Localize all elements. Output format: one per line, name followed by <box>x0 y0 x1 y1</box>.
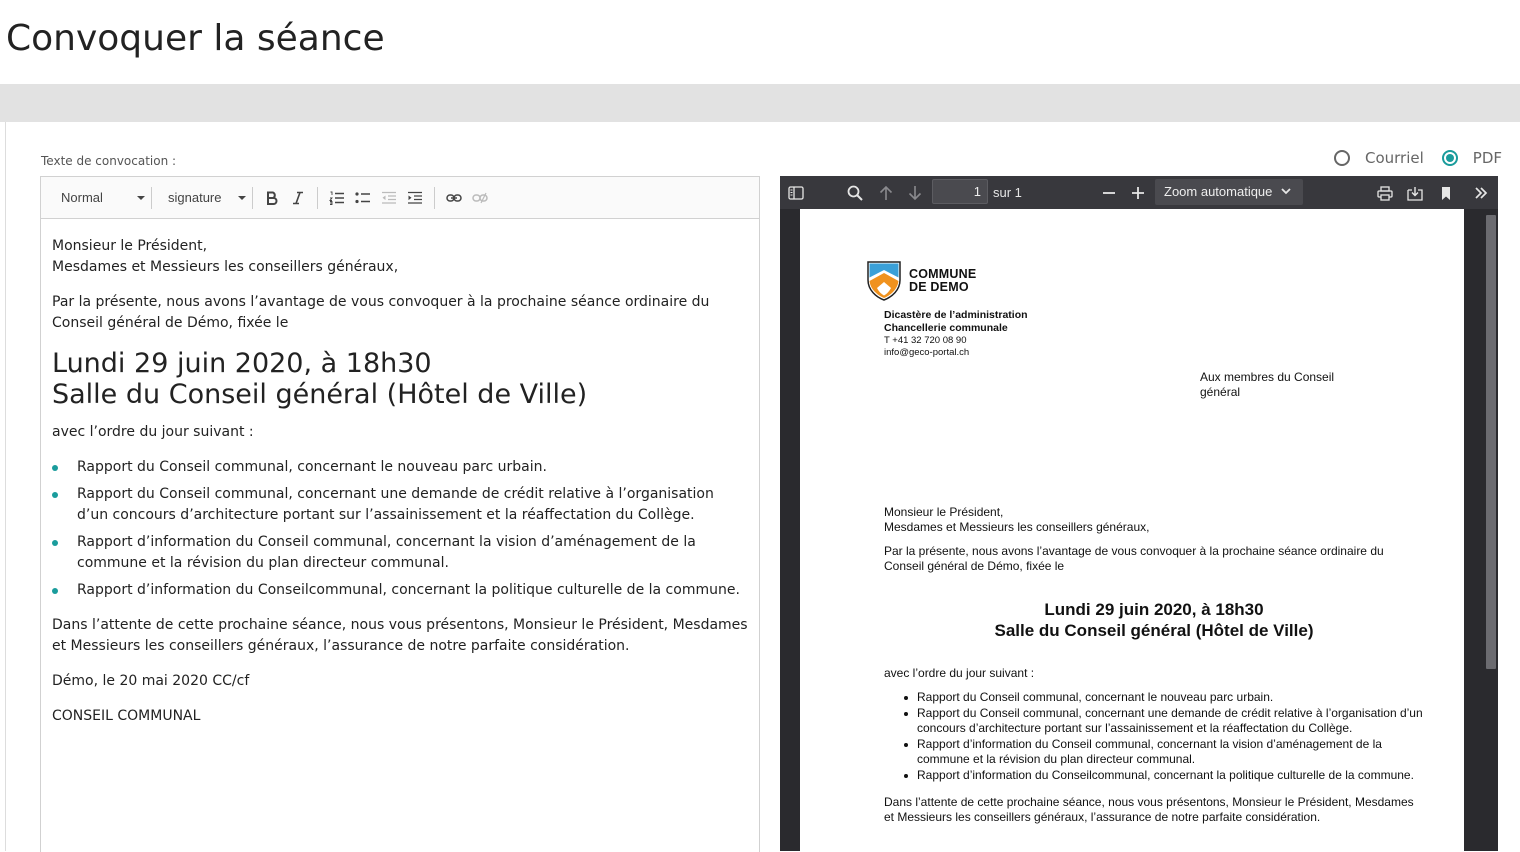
logo-wordmark <box>909 268 976 293</box>
pdf-closing: Dans l’attente de cette prochaine séance, nous vous présentons, Monsieur le Président, Mesdames et Messieurs les conseillers généraux, l’assurance de notre parfaite considération. <box>884 795 1414 824</box>
search-icon <box>847 185 863 201</box>
italic-button[interactable] <box>285 186 311 210</box>
download-button[interactable] <box>1404 182 1426 204</box>
radio-courriel[interactable] <box>1334 149 1424 167</box>
find-button[interactable] <box>844 182 866 204</box>
radio-courriel-circle[interactable] <box>1334 150 1350 166</box>
toolbar-divider <box>151 187 152 209</box>
double-chevron-right-icon <box>1474 186 1488 200</box>
print-icon <box>1377 186 1393 201</box>
place-date: Démo, le 20 mai 2020 CC/cf <box>52 673 250 689</box>
bold-button[interactable] <box>259 186 285 210</box>
indent-button[interactable] <box>402 186 428 210</box>
pdf-meeting-location: Salle du Conseil général (Hôtel de Ville) <box>994 621 1314 640</box>
link-icon <box>446 193 462 203</box>
sender-phone: T +41 32 720 08 90 <box>884 335 967 346</box>
logo-line-1: COMMUNE <box>909 267 977 281</box>
recipient-block <box>1200 370 1334 400</box>
ordered-list-icon <box>329 191 345 205</box>
sender-department: Dicastère de l’administration <box>884 309 1028 321</box>
style-select[interactable] <box>158 186 246 210</box>
pdf-toolbar <box>780 176 1498 209</box>
toolbar-divider <box>434 187 435 209</box>
radio-pdf[interactable] <box>1442 149 1502 167</box>
tools-button[interactable] <box>1470 182 1492 204</box>
pdf-meeting-date: Lundi 29 juin 2020, à 18h30 <box>1044 600 1264 619</box>
bookmark-icon <box>1441 186 1451 201</box>
bookmark-button[interactable] <box>1435 182 1457 204</box>
editor-content[interactable] <box>41 219 759 727</box>
convocation-text-label: Texte de convocation : <box>41 154 177 168</box>
chevron-down-icon <box>137 196 145 200</box>
previous-page-button[interactable] <box>875 182 897 204</box>
editor-toolbar <box>41 177 759 219</box>
ordered-list-button[interactable] <box>324 186 350 210</box>
zoom-out-button[interactable] <box>1098 182 1120 204</box>
page-count: sur 1 <box>993 185 1022 200</box>
toolbar-divider <box>252 187 253 209</box>
chevron-down-icon <box>1281 187 1291 195</box>
agenda-item: Rapport d’information du Conseilcommunal, concernant la politique culturelle de la commune. <box>52 580 748 601</box>
page-number-input[interactable]: 1 <box>932 179 988 204</box>
pdf-salutation <box>884 505 1424 535</box>
outdent-icon <box>381 191 397 205</box>
closing-paragraph: Dans l’attente de cette prochaine séance, nous vous présentons, Monsieur le Président, Mesdames et Messieurs les conseillers généraux, l’assurance de notre parfaite considération. <box>52 617 748 654</box>
zoom-in-button[interactable] <box>1127 182 1149 204</box>
salutation-line-1: Monsieur le Président, <box>52 238 208 254</box>
print-button[interactable] <box>1374 182 1396 204</box>
sender-email: info@geco-portal.ch <box>884 347 970 358</box>
bullet-list-icon <box>355 191 371 205</box>
pdf-agenda-item: Rapport du Conseil communal, concernant le nouveau parc urbain. <box>917 690 1424 705</box>
sender-block <box>884 309 1028 359</box>
radio-courriel-label[interactable]: Courriel <box>1365 149 1424 167</box>
pdf-salutation-line-2: Mesdames et Messieurs les conseillers généraux, <box>884 520 1150 534</box>
pdf-scrollbar[interactable] <box>1482 209 1498 851</box>
outdent-button[interactable] <box>376 186 402 210</box>
agenda-item: Rapport du Conseil communal, concernant une demande de crédit relative à l’organisation d’un concours d’architecture portant sur l’assainissement et la réaffectation du Collège. <box>52 484 748 526</box>
style-select-value: signature <box>168 190 222 205</box>
next-page-button[interactable] <box>904 182 926 204</box>
agenda-item: Rapport d’information du Conseil communal, concernant la vision d’aménagement de la commune et la révision du plan directeur communal. <box>52 532 748 574</box>
pdf-agenda-intro: avec l’ordre du jour suivant : <box>884 666 1035 680</box>
download-icon <box>1407 186 1423 201</box>
chevron-down-icon <box>238 196 246 200</box>
meeting-date: Lundi 29 juin 2020, à 18h30 <box>52 348 432 379</box>
pdf-letter-body <box>884 505 1424 834</box>
agenda-intro: avec l’ordre du jour suivant : <box>52 424 254 440</box>
arrow-up-icon <box>879 185 893 201</box>
commune-logo <box>866 260 902 302</box>
format-select-value: Normal <box>61 190 103 205</box>
meeting-heading <box>52 348 748 410</box>
unlink-button[interactable] <box>467 186 493 210</box>
link-button[interactable] <box>441 186 467 210</box>
zoom-select[interactable] <box>1155 179 1303 205</box>
pdf-viewer <box>780 176 1498 851</box>
italic-icon <box>291 191 305 205</box>
pdf-agenda-list <box>884 690 1424 783</box>
meeting-location: Salle du Conseil général (Hôtel de Ville) <box>52 379 588 410</box>
indent-icon <box>407 191 423 205</box>
pdf-salutation-line-1: Monsieur le Président, <box>884 505 1004 519</box>
sidebar-toggle-button[interactable] <box>785 182 807 204</box>
rich-text-editor <box>40 176 760 852</box>
pdf-intro: Par la présente, nous avons l’avantage de vous convoquer à la prochaine séance ordinaire du Conseil général de Démo, fixée le <box>884 544 1384 573</box>
pdf-agenda-item: Rapport d’information du Conseilcommunal, concernant la politique culturelle de la commune. <box>917 768 1424 783</box>
agenda-item: Rapport du Conseil communal, concernant le nouveau parc urbain. <box>52 457 748 478</box>
header-band <box>0 84 1520 122</box>
signature: CONSEIL COMMUNAL <box>52 708 201 724</box>
plus-icon <box>1131 186 1145 200</box>
pdf-agenda-item: Rapport du Conseil communal, concernant une demande de crédit relative à l’organisation d’un concours d’architecture portant sur l’assainissement et la réaffectation du Collège. <box>917 706 1423 735</box>
zoom-select-value: Zoom automatique <box>1164 184 1273 199</box>
salutation <box>52 236 748 278</box>
pdf-page <box>800 209 1464 851</box>
pdf-meeting-heading <box>884 599 1424 641</box>
minus-icon <box>1102 186 1116 200</box>
salutation-line-2: Mesdames et Messieurs les conseillers généraux, <box>52 259 399 275</box>
radio-pdf-circle[interactable] <box>1442 150 1458 166</box>
pdf-scrollbar-thumb[interactable] <box>1486 215 1496 669</box>
pdf-agenda-item: Rapport d’information du Conseil communal, concernant la vision d’aménagement de la commune et la révision du plan directeur communal. <box>917 737 1424 767</box>
bullet-list-button[interactable] <box>350 186 376 210</box>
bold-icon <box>265 191 279 205</box>
agenda-list <box>52 457 748 601</box>
page-title: Convoquer la séance <box>6 18 385 59</box>
logo-line-2: DE DEMO <box>909 279 969 294</box>
format-select[interactable] <box>51 186 145 210</box>
unlink-icon <box>472 192 488 204</box>
intro-paragraph: Par la présente, nous avons l’avantage de vous convoquer à la prochaine séance ordinaire du Conseil général de Démo, fixée le <box>52 294 710 331</box>
toolbar-divider <box>317 187 318 209</box>
sidebar-toggle-icon <box>788 186 804 200</box>
radio-pdf-label[interactable]: PDF <box>1472 149 1503 167</box>
output-format-radio-group <box>1334 149 1502 167</box>
recipient-line-1: Aux membres du Conseil <box>1200 370 1335 384</box>
arrow-down-icon <box>908 185 922 201</box>
sender-office: Chancellerie communale <box>884 322 1008 334</box>
recipient-line-2: général <box>1200 385 1241 399</box>
